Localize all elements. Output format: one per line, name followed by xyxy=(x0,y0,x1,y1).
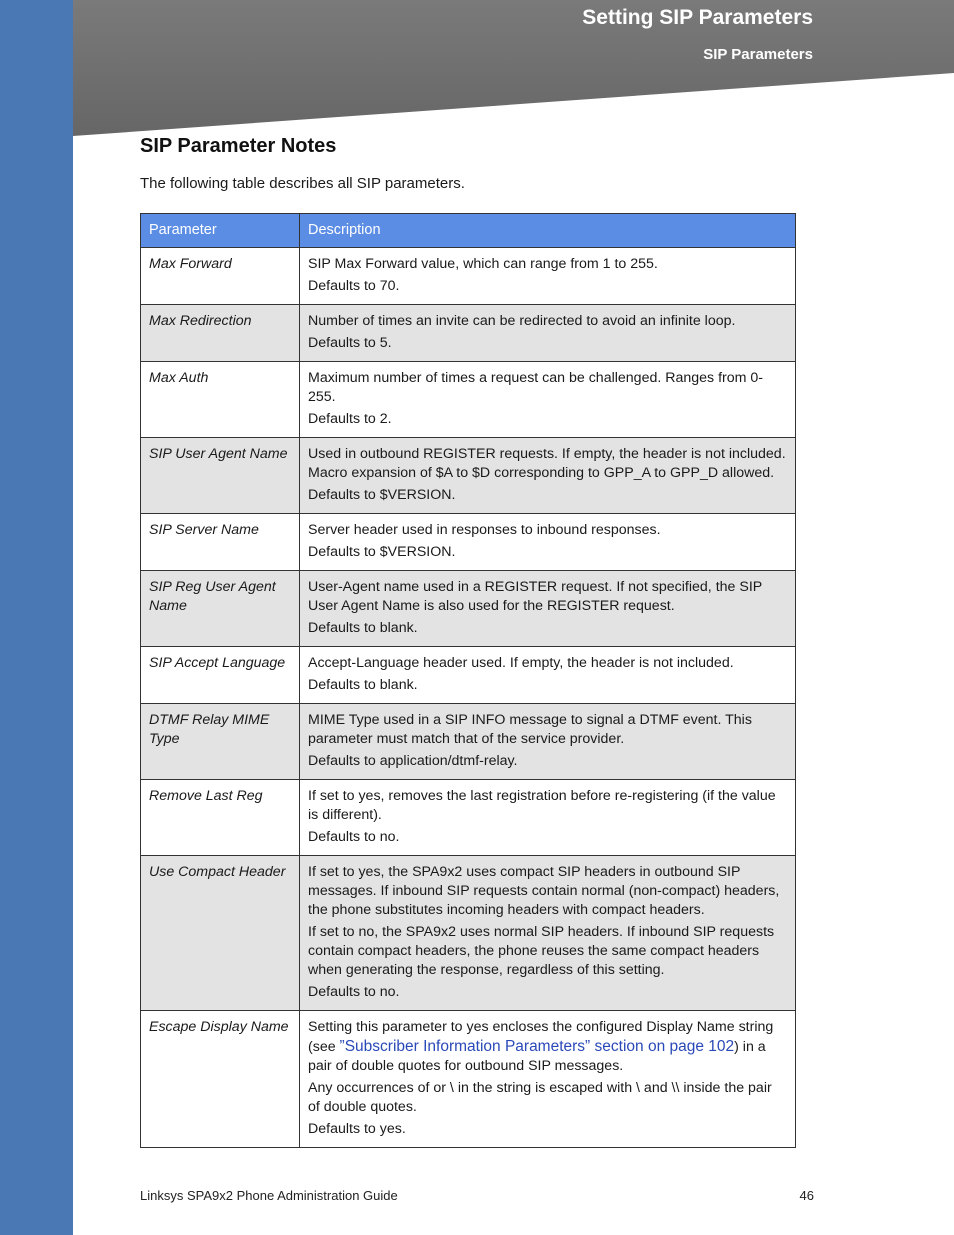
description-text: Setting this parameter to yes encloses the configured Display Name string (see xyxy=(308,1019,774,1055)
header-band-shape xyxy=(73,0,954,140)
description-paragraph: MIME Type used in a SIP INFO message to signal a DTMF event. This parameter must match that of the service provider. xyxy=(308,712,752,747)
description-paragraph: Defaults to no. xyxy=(308,984,400,1000)
header-title: Setting SIP Parameters xyxy=(582,6,813,29)
parameter-name: Max Auth xyxy=(141,362,300,438)
footer-guide-title: Linksys SPA9x2 Phone Administration Guide xyxy=(140,1188,398,1203)
parameter-name: SIP Server Name xyxy=(141,514,300,571)
parameter-description xyxy=(300,571,796,647)
parameter-name: SIP User Agent Name xyxy=(141,438,300,514)
description-paragraph: If set to no, the SPA9x2 uses normal SIP headers. If inbound SIP requests contain compact headers, the phone reuses the same compact headers when generating the response, regardless of this setting. xyxy=(308,924,775,978)
header-band xyxy=(73,0,954,140)
parameter-name: Escape Display Name xyxy=(141,1011,300,1148)
table-row xyxy=(141,438,796,514)
table-row xyxy=(141,647,796,704)
subscriber-info-xref-link[interactable]: ”Subscriber Information Parameters” section on page 102 xyxy=(339,1038,735,1055)
parameter-description xyxy=(300,704,796,780)
parameter-description xyxy=(300,248,796,305)
description-paragraph: Accept-Language header used. If empty, the header is not included. xyxy=(308,655,734,671)
description-paragraph: Defaults to 2. xyxy=(308,411,392,427)
header-subtitle: SIP Parameters xyxy=(703,46,813,63)
parameter-name: SIP Accept Language xyxy=(141,647,300,704)
parameter-description xyxy=(300,305,796,362)
parameter-description xyxy=(300,438,796,514)
parameter-description xyxy=(300,780,796,856)
intro-text: The following table describes all SIP parameters. xyxy=(140,175,465,192)
parameter-description xyxy=(300,856,796,1011)
description-paragraph: Defaults to yes. xyxy=(308,1121,406,1137)
column-header-description: Description xyxy=(300,214,796,248)
table-header-row xyxy=(141,214,796,248)
description-paragraph: Defaults to 70. xyxy=(308,278,400,294)
table-row xyxy=(141,305,796,362)
description-paragraph: Defaults to no. xyxy=(308,829,400,845)
parameter-name: Max Redirection xyxy=(141,305,300,362)
description-paragraph xyxy=(308,1018,787,1076)
footer-page-number: 46 xyxy=(799,1188,814,1203)
description-paragraph: SIP Max Forward value, which can range from 1 to 255. xyxy=(308,256,658,272)
description-text: ) in a pair of double quotes for outbound SIP messages. xyxy=(308,1039,766,1074)
table-row xyxy=(141,514,796,571)
description-paragraph: Number of times an invite can be redirected to avoid an infinite loop. xyxy=(308,313,736,329)
parameter-description xyxy=(300,514,796,571)
sip-parameters-table xyxy=(140,213,796,1148)
table-row xyxy=(141,1011,796,1148)
parameter-name: Use Compact Header xyxy=(141,856,300,1011)
parameter-name: DTMF Relay MIME Type xyxy=(141,704,300,780)
table-body xyxy=(141,248,796,1148)
description-paragraph: Defaults to 5. xyxy=(308,335,392,351)
description-paragraph: Maximum number of times a request can be challenged. Ranges from 0-255. xyxy=(308,370,764,405)
table-row xyxy=(141,780,796,856)
parameter-description xyxy=(300,647,796,704)
parameter-name: SIP Reg User Agent Name xyxy=(141,571,300,647)
description-paragraph: Used in outbound REGISTER requests. If empty, the header is not included. Macro expansion of $A to $D corresponding to GPP_A to GPP_D allowed. xyxy=(308,446,786,481)
section-heading: SIP Parameter Notes xyxy=(140,135,337,157)
description-paragraph: Server header used in responses to inbound responses. xyxy=(308,522,661,538)
description-paragraph: User-Agent name used in a REGISTER request. If not specified, the SIP User Agent Name is also used for the REGISTER request. xyxy=(308,579,762,614)
description-paragraph: Defaults to blank. xyxy=(308,677,418,693)
left-accent-bar xyxy=(0,0,73,1235)
parameter-name: Max Forward xyxy=(141,248,300,305)
table-row xyxy=(141,248,796,305)
table-row xyxy=(141,704,796,780)
parameter-name: Remove Last Reg xyxy=(141,780,300,856)
table-row xyxy=(141,571,796,647)
description-paragraph: Defaults to application/dtmf-relay. xyxy=(308,753,518,769)
description-paragraph: If set to yes, the SPA9x2 uses compact SIP headers in outbound SIP messages. If inbound SIP requests contain normal (non-compact) headers, the phone substitutes incoming headers with compact headers. xyxy=(308,864,780,918)
description-paragraph: If set to yes, removes the last registration before re-registering (if the value is different). xyxy=(308,788,776,823)
column-header-parameter: Parameter xyxy=(141,214,300,248)
table-row xyxy=(141,362,796,438)
description-paragraph: Defaults to $VERSION. xyxy=(308,487,456,503)
description-paragraph: Defaults to $VERSION. xyxy=(308,544,456,560)
description-paragraph: Defaults to blank. xyxy=(308,620,418,636)
description-paragraph: Any occurrences of or \ in the string is escaped with \ and \\ inside the pair of double quotes. xyxy=(308,1080,772,1115)
parameter-description xyxy=(300,362,796,438)
parameter-description xyxy=(300,1011,796,1148)
table-row xyxy=(141,856,796,1011)
